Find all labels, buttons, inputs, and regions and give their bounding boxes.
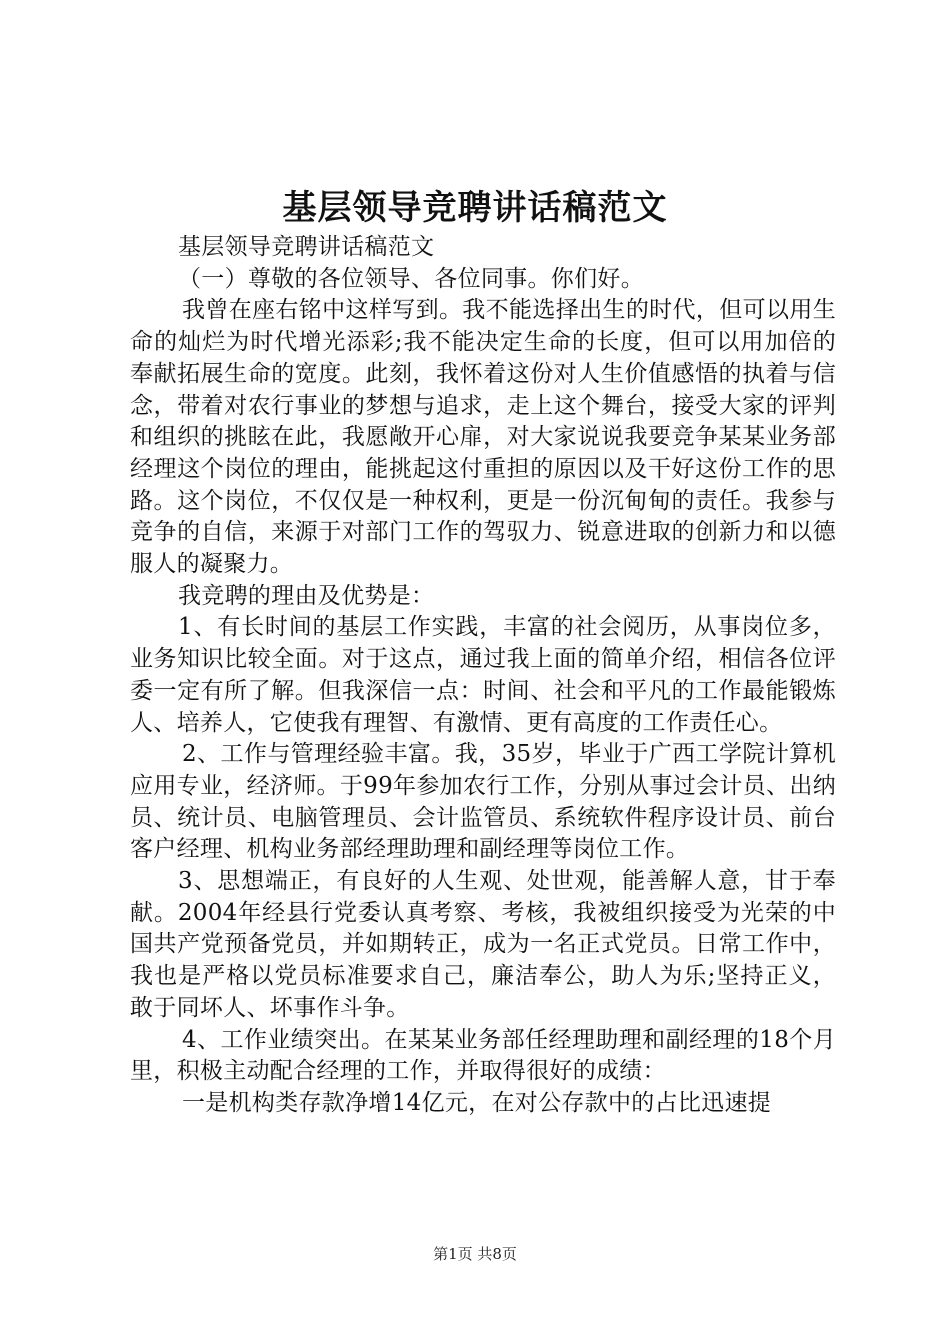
- page-footer: 第1页 共8页: [433, 1245, 517, 1263]
- paragraph-reason-3: 3、思想端正，有良好的人生观、处世观，能善解人意，甘于奉献。2004年经县行党委认真考察、考核，我被组织接受为光荣的中国共产党预备党员，并如期转正，成为一名正式党员。日常工作中，我也是严格以党员标准要求自己，廉洁奉公，助人为乐;坚持正义，敢于同坏人、坏事作斗争。: [130, 868, 836, 1021]
- paragraph-reason-1: 1、有长时间的基层工作实践，丰富的社会阅历，从事岗位多，业务知识比较全面。对于这点，通过我上面的简单介绍，相信各位评委一定有所了解。但我深信一点：时间、社会和平凡的工作最能锻炼人、培养人，它使我有理智、有激情、更有高度的工作责任心。: [130, 614, 836, 736]
- paragraph-reason-4: 4、工作业绩突出。在某某业务部任经理助理和副经理的18个月里，积极主动配合经理的工作，并取得很好的成绩：: [130, 1026, 836, 1085]
- paragraph-greeting: （一）尊敬的各位领导、各位同事。你们好。: [178, 265, 644, 292]
- paragraph-achievement-1: 一是机构类存款净增14亿元，在对公存款中的占比迅速提: [182, 1089, 772, 1116]
- document-title: 基层领导竞聘讲话稿范文: [282, 188, 668, 228]
- paragraph-reasons-heading: 我竞聘的理由及优势是：: [178, 582, 435, 609]
- paragraph-motto: 我曾在座右铭中这样写到。我不能选择出生的时代，但可以用生命的灿烂为时代增光添彩;我不能决定生命的长度，但可以用加倍的奉献拓展生命的宽度。此刻，我怀着这份对人生价值感悟的执着与信念，带着对农行事业的梦想与追求，走上这个舞台，接受大家的评判和组织的挑眩在此，我愿敞开心扉，对大家说说我要竞争某某业务部经理这个岗位的理由，能挑起这付重担的原因以及干好这份工作的思路。这个岗位，不仅仅是一种权利，更是一份沉甸甸的责任。我参与竞争的自信，来源于对部门工作的驾驭力、锐意进取的创新力和以德服人的凝聚力。: [130, 297, 836, 578]
- document-body: [130, 232, 836, 1120]
- paragraph-reason-2: 2、工作与管理经验丰富。我，35岁，毕业于广西工学院计算机应用专业，经济师。于99年参加农行工作，分别从事过会计员、出纳员、统计员、电脑管理员、会计监管员、系统软件程序设计员、前台客户经理、机构业务部经理助理和副经理等岗位工作。: [130, 741, 836, 863]
- paragraph-subtitle: 基层领导竞聘讲话稿范文: [178, 234, 435, 260]
